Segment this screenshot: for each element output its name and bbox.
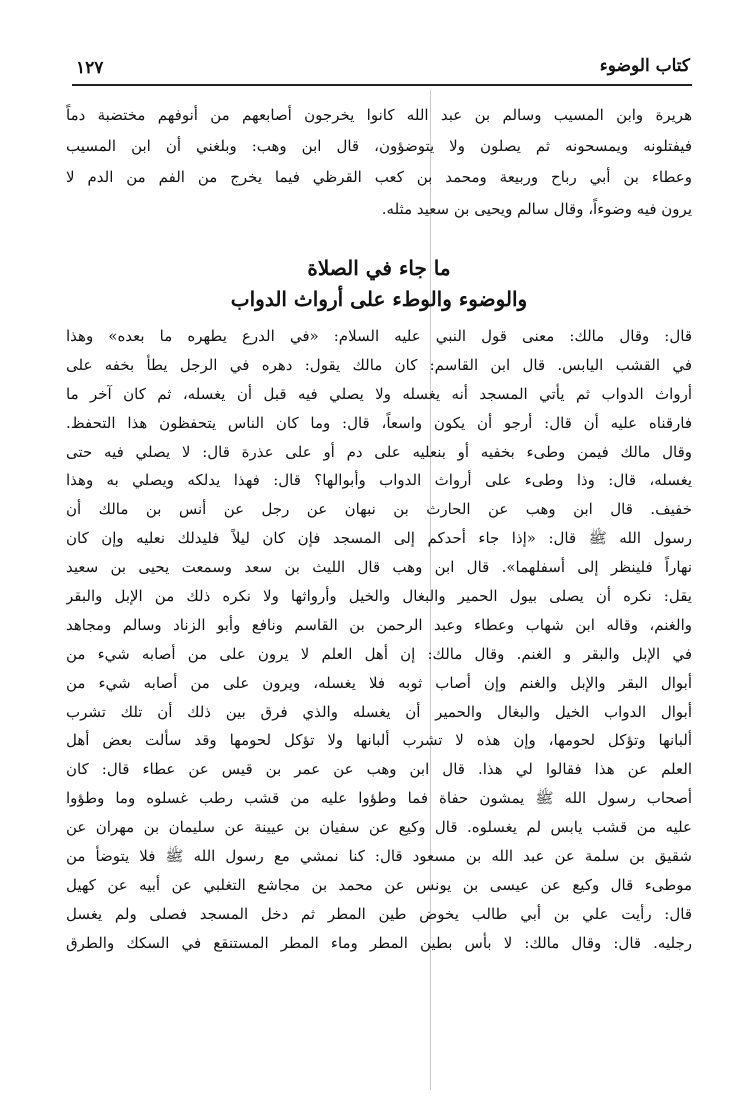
text-line: أبوال الدواب الخيل والبغال والحمير أن يغسله والذي فرق بين ذلك أن تلك تشرب xyxy=(66,702,692,721)
text-line: قال: وقال مالك: معنى قول النبي عليه السلام: «في الدرع يطهره ما بعده» وهذا xyxy=(66,327,692,345)
text-line: والغنم، وقاله ابن شهاب وعطاء وعبد الرحمن بن القاسم ونافع وأبو الزناد وسالم ومجاهد xyxy=(66,615,692,634)
text-line: نهاراً فلينظر إلى أسفلهما». قال ابن وهب قال الليث بن سعد وسمعت يحيى بن سعيد xyxy=(66,558,692,577)
text-line: أصحاب رسول الله ﷺ يمشون حفاة فما وطؤوا عليه من قشب رطب غسلوه وما وطؤوا xyxy=(66,789,692,808)
text-line: هريرة وابن المسيب وسالم بن عبد الله كانوا يخرجون أصابعهم من أنوفهم مختضبة دماً xyxy=(66,106,692,124)
text-line: خفيف. قال ابن وهب عن الحارث بن نبهان عن رجل عن أنس بن مالك أن xyxy=(66,500,692,519)
text-line: عليه من قشب يابس لم يغسلوه. قال وكيع عن سفيان بن عيينة عن سليمان بن مهران عن xyxy=(66,818,692,837)
text-line: رسول الله ﷺ قال: «إذا جاء أحدكم إلى المسجد فإن كان ليلاً فليدلك نعليه وإن كان xyxy=(66,529,692,548)
text-line: يقل: نكره أن يصلى بيول الحمير والبغال والخيل وأرواثها ولا نكره ذلك من الإبل والبقر xyxy=(66,587,692,606)
text-line: في القشب اليابس. قال ابن القاسم: كان مالك يقول: دهره في الرجل يطأ بخفه على xyxy=(66,355,692,374)
text-line: فيفتلونه ويمسحونه ثم يصلون ولا يتوضؤون، قال ابن وهب: وبلغني أن ابن المسيب xyxy=(66,137,692,156)
running-header xyxy=(72,50,692,84)
section-heading-line-2: والوضوء والوطء على أرواث الدواب xyxy=(230,287,528,311)
intro-paragraph xyxy=(66,100,692,225)
text-line: أرواث الدواب ثم يأتي المسجد أنه يغسله ولا يصلي فيه قبل أن يغسله، ثم كان آخر ما xyxy=(66,384,692,403)
header-rule xyxy=(72,84,692,86)
text-line: يرون فيه وضوءاً، وقال سالم ويحيى بن سعيد مثله. xyxy=(381,199,692,218)
text-line: فارقناه عليه أن قال: أرجو أن يكون واسعاً، قال: وما كان الناس يتحفظون هذا التحفظ. xyxy=(66,413,692,432)
text-line: العلم عن هذا فقالوا لي هذا. قال ابن وهب عن عمر بن قيس عن عطاء قال: كان xyxy=(66,760,692,779)
text-line: قال: رأيت علي بن أبي طالب يخوض طين المطر ثم دخل المسجد فصلى ولم يغسل xyxy=(66,904,692,923)
section-heading-line-1: ما جاء في الصلاة xyxy=(307,256,451,280)
text-line: في الإبل والبقر و الغنم. وقال مالك: إن أهل العلم لا يرون على من أصابه شيء من xyxy=(66,644,692,663)
text-line: وقال مالك فيمن وطىء بخفيه أو بنعليه على دم أو على عذرة قال: لا يصلي فيه حتى xyxy=(66,442,692,461)
text-line: رجليه. قال: وقال مالك: لا بأس بطين المطر وماء المطر المستنقع في السكك والطرق xyxy=(66,933,692,952)
page-number: ١٢٧ xyxy=(76,58,104,78)
text-line: وعطاء بن أبي رباح وربيعة ومحمد بن كعب القرظي فيما يخرج من الفم من الدم لا xyxy=(66,168,692,187)
text-line: موطىء قال وكيع عن عيسى بن يونس عن محمد بن مجاشع التغلبي عن أبيه عن كهيل xyxy=(66,875,692,894)
text-line: أبوال البقر والإبل والغنم وإن أصاب ثوبه فلا يغسله، ويرون على من أصابه شيء من xyxy=(66,673,692,692)
text-line: شقيق بن سلمة عن عبد الله بن مسعود قال: كنا نمشي مع رسول الله ﷺ فلا يتوضأ من xyxy=(66,847,692,866)
text-line: ألبانها وتؤكل لحومها، وإن هذه لا تشرب ألبانها ولا تؤكل لحومها وقد سألت بعض أهل xyxy=(66,731,692,750)
text-line: يغسله، قال: وذا وطىء على أرواث الدواب وأبوالها؟ قال: فهذا يدلكه ويصلي به وهذا xyxy=(66,471,692,490)
body-paragraph xyxy=(66,322,692,958)
chapter-title: كتاب الوضوء xyxy=(599,56,690,76)
